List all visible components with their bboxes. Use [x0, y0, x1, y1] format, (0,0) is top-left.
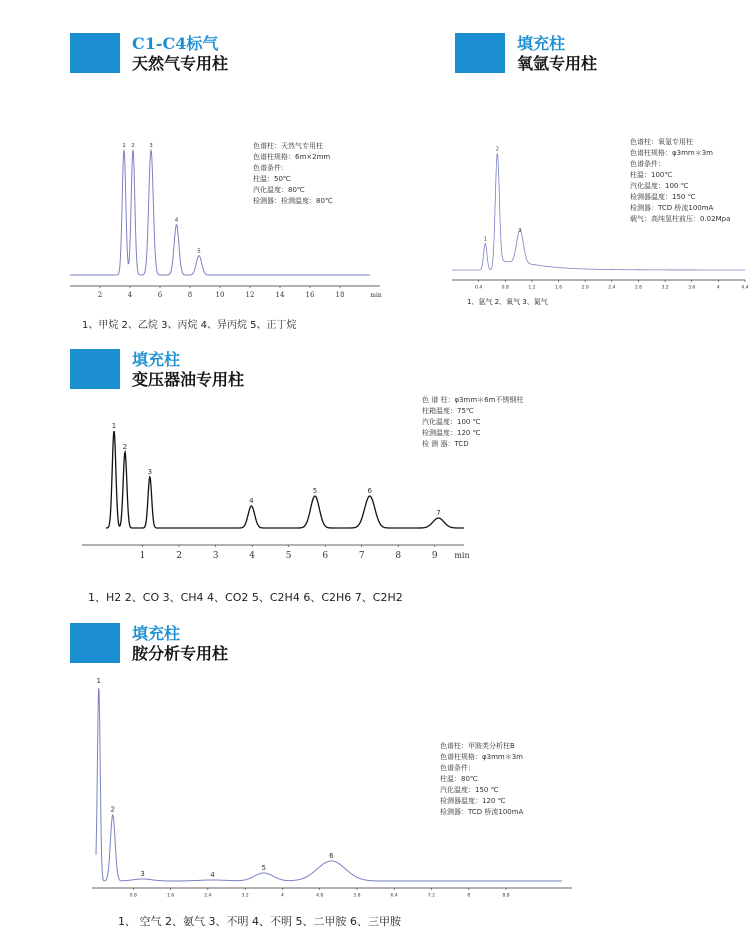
- legend-natural-gas: 1、甲烷 2、乙烷 3、丙烷 4、异丙烷 5、正丁烷: [82, 320, 297, 331]
- section-accent-block: [70, 33, 120, 73]
- peak-label: 3: [147, 468, 153, 476]
- x-tick-label: 0.8: [501, 285, 509, 291]
- x-tick-label: 3.6: [688, 285, 696, 291]
- section-title-line2: 天然气专用柱: [132, 54, 229, 73]
- x-tick-label: 0.4: [475, 285, 483, 291]
- condition-line: 色谱柱规格：φ3mm＊3m: [440, 753, 523, 761]
- x-tick-label: 4: [280, 893, 284, 899]
- x-tick-label: 18: [335, 291, 345, 299]
- x-tick-label: 2.4: [204, 893, 212, 899]
- x-axis-unit: min: [370, 292, 382, 299]
- x-tick-label: 4: [716, 285, 720, 291]
- condition-line: 检测器：TCD 桥流100mA: [630, 204, 714, 212]
- x-tick-label: 1.6: [554, 285, 563, 291]
- x-tick-label: 2.8: [634, 285, 643, 291]
- condition-line: 色谱柱：氧氩专用柱: [630, 138, 693, 146]
- legend-o2-ar: 1、氩气 2、氧气 3、氮气: [467, 298, 548, 306]
- section-title-line2: 氧氩专用柱: [517, 54, 598, 73]
- peak-label: 1: [111, 422, 117, 430]
- condition-line: 色谱柱规格：6m×2mm: [253, 153, 331, 161]
- section-title-line1: C1-C4标气: [132, 34, 219, 53]
- condition-line: 检 测 器：TCD: [422, 440, 469, 448]
- x-tick-label: 1: [139, 551, 146, 561]
- section-title-line1: 填充柱: [517, 34, 566, 53]
- peak-label: 5: [261, 863, 266, 872]
- condition-line: 汽化温度：100 ℃: [630, 182, 689, 190]
- chromatogram-trace: [106, 431, 464, 528]
- x-tick-label: 3.2: [661, 285, 669, 291]
- condition-line: 柱箱温度：75℃: [422, 407, 474, 415]
- peak-label: 4: [249, 497, 254, 505]
- x-tick-label: 6: [322, 551, 329, 561]
- peak-label: 3: [149, 142, 153, 149]
- section-title-line2: 胺分析专用柱: [132, 644, 229, 663]
- x-tick-label: 1.2: [528, 285, 536, 291]
- condition-line: 汽化温度：80℃: [253, 186, 305, 194]
- x-tick-label: 8.8: [502, 893, 510, 899]
- x-tick-label: 16: [305, 291, 315, 299]
- condition-line: 色谱柱：甲胺类分析柱B: [440, 742, 515, 750]
- x-tick-label: 4: [127, 291, 133, 299]
- peak-label: 2: [122, 443, 128, 451]
- condition-line: 汽化温度：150 ℃: [440, 786, 499, 794]
- peak-label: 2: [110, 805, 116, 814]
- chromatogram-natural-gas: [70, 138, 390, 303]
- peak-label: 1: [96, 677, 102, 686]
- x-tick-label: 10: [215, 291, 225, 299]
- condition-line: 检测器温度：150 ℃: [630, 193, 696, 201]
- x-tick-label: 4.4: [741, 285, 749, 291]
- peak-label: 6: [367, 487, 372, 495]
- condition-line: 色谱柱：天然气专用柱: [253, 142, 323, 150]
- condition-line: 色谱条件：: [253, 164, 288, 172]
- conditions-natural-gas: [253, 141, 333, 207]
- peak-label: 3: [518, 228, 522, 235]
- legend-amine: 1、 空气 2、氨气 3、不明 4、不明 5、二甲胺 6、三甲胺: [118, 915, 401, 928]
- condition-line: 色谱柱规格：φ3mm＊3m: [630, 149, 713, 157]
- x-tick-label: 4: [249, 551, 255, 561]
- peak-label: 2: [131, 142, 135, 149]
- condition-line: 检测器温度：120 ℃: [440, 797, 506, 805]
- condition-line: 柱温：80℃: [440, 775, 478, 783]
- conditions-transformer-oil: [422, 395, 523, 450]
- x-tick-label: 2: [97, 291, 103, 299]
- condition-line: 色 谱 柱：φ3mm＊6m不锈钢柱: [422, 396, 524, 404]
- x-tick-label: 8: [467, 893, 471, 899]
- condition-line: 柱温：100℃: [630, 171, 673, 179]
- x-tick-label: 7.2: [427, 893, 436, 899]
- section-title-line1: 填充柱: [132, 350, 181, 369]
- peak-label: 1: [483, 236, 487, 243]
- x-tick-label: 14: [275, 291, 285, 299]
- x-tick-label: 2.0: [581, 285, 589, 291]
- x-tick-label: 6.4: [390, 893, 398, 899]
- x-tick-label: 12: [245, 291, 255, 299]
- peak-label: 1: [122, 142, 126, 149]
- x-tick-label: 6: [157, 291, 163, 299]
- x-tick-label: 5.6: [353, 893, 361, 899]
- section-accent-block: [70, 623, 120, 663]
- x-tick-label: 0.8: [129, 893, 137, 899]
- section-title-line2: 变压器油专用柱: [132, 370, 245, 389]
- peak-label: 7: [436, 509, 441, 517]
- legend-transformer-oil: 1、H2 2、CO 3、CH4 4、CO2 5、C2H4 6、C2H6 7、C2H2: [88, 591, 403, 604]
- peak-label: 5: [197, 248, 201, 255]
- peak-label: 2: [495, 146, 499, 153]
- peak-label: 3: [140, 869, 145, 878]
- x-tick-label: 8: [395, 551, 402, 561]
- x-tick-label: 9: [431, 551, 438, 561]
- peak-label: 4: [210, 870, 215, 879]
- chromatogram-transformer-oil: [82, 418, 477, 561]
- peak-label: 6: [329, 851, 334, 860]
- x-tick-label: 3: [212, 551, 219, 561]
- condition-line: 检测器：TCD 桥流100mA: [440, 808, 524, 816]
- x-tick-label: 1.6: [166, 893, 175, 899]
- x-tick-label: 2.4: [608, 285, 616, 291]
- x-axis-unit: min: [454, 551, 470, 560]
- section-accent-block: [455, 33, 505, 73]
- conditions-amine: [440, 741, 523, 818]
- condition-line: 检测温度：120 ℃: [422, 429, 481, 437]
- condition-line: 载气：高纯氢柱前压：0.02Mpa: [630, 215, 731, 223]
- x-tick-label: 3.2: [241, 893, 249, 899]
- condition-line: 柱温：50℃: [253, 175, 291, 183]
- peak-label: 5: [312, 487, 318, 495]
- x-tick-label: 5: [285, 551, 292, 561]
- x-tick-label: 4.8: [316, 893, 324, 899]
- x-tick-label: 2: [176, 551, 182, 561]
- section-title-line1: 填充柱: [132, 624, 181, 643]
- x-tick-label: 8: [187, 291, 193, 299]
- condition-line: 色谱条件：: [440, 764, 475, 772]
- condition-line: 汽化温度：100 ℃: [422, 418, 481, 426]
- peak-label: 4: [174, 217, 179, 224]
- section-accent-block: [70, 349, 120, 389]
- x-tick-label: 7: [358, 551, 365, 561]
- condition-line: 色谱条件：: [630, 160, 665, 168]
- conditions-o2-ar: [630, 137, 730, 225]
- condition-line: 检测器：检测温度：80℃: [253, 197, 333, 205]
